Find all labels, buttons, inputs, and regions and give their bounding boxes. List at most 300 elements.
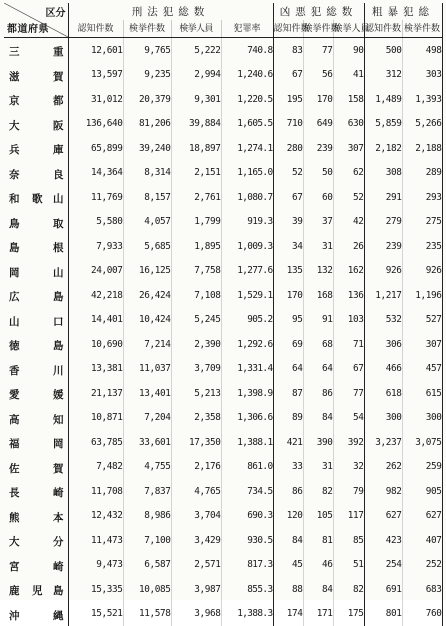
violent-arrested-cell: 51 xyxy=(333,553,364,578)
violent-cleared-cell: 105 xyxy=(303,504,333,529)
cleared-cell: 39,240 xyxy=(123,136,171,161)
violent-arrested-cell: 52 xyxy=(333,185,364,210)
cleared-cell: 11,578 xyxy=(123,602,171,626)
violent-cleared-cell: 82 xyxy=(303,479,333,504)
recognized-cell: 136,640 xyxy=(68,112,123,137)
violent-arrested-cell: 67 xyxy=(333,357,364,382)
arrested-cell: 5,222 xyxy=(171,38,221,63)
assault-recognized-cell: 926 xyxy=(364,259,402,284)
violent-arrested-cell: 26 xyxy=(333,234,364,259)
crime-rate-cell: 905.2 xyxy=(221,308,273,333)
assault-cleared-cell: 905 xyxy=(402,479,442,504)
violent-arrested-cell: 307 xyxy=(333,136,364,161)
assault-cleared-cell: 1,196 xyxy=(402,283,442,308)
prefecture-char: 愛 xyxy=(9,387,20,402)
violent-arrested-cell: 54 xyxy=(333,406,364,431)
violent-cleared-cell: 31 xyxy=(303,455,333,480)
prefecture-char: 岡 xyxy=(53,436,64,451)
recognized-cell: 14,364 xyxy=(68,161,123,186)
assault-recognized-cell: 239 xyxy=(364,234,402,259)
prefecture-char: 大 xyxy=(9,534,20,549)
arrested-cell: 2,151 xyxy=(171,161,221,186)
crime-rate-cell: 1,529.1 xyxy=(221,283,273,308)
sub-header-recognized: 認知件数 xyxy=(68,20,123,38)
violent-recognized-cell: 135 xyxy=(273,259,303,284)
prefecture-char: 庫 xyxy=(53,142,64,157)
assault-cleared-cell: 683 xyxy=(402,577,442,602)
prefecture-char: 宮 xyxy=(9,559,20,574)
cleared-cell: 81,206 xyxy=(123,112,171,137)
recognized-cell: 31,012 xyxy=(68,87,123,112)
prefecture-char: 賀 xyxy=(53,461,64,476)
recognized-cell: 5,580 xyxy=(68,210,123,235)
recognized-cell: 11,708 xyxy=(68,479,123,504)
prefecture-char: 香 xyxy=(9,363,20,378)
prefecture-char: 取 xyxy=(53,216,64,231)
violent-recognized-cell: 52 xyxy=(273,161,303,186)
crime-rate-cell: 1,306.6 xyxy=(221,406,273,431)
assault-recognized-cell: 312 xyxy=(364,63,402,88)
prefecture-char: 熊 xyxy=(9,510,20,525)
assault-recognized-cell: 308 xyxy=(364,161,402,186)
header-sub-row xyxy=(4,20,442,38)
cleared-cell: 5,685 xyxy=(123,234,171,259)
violent-recognized-cell: 33 xyxy=(273,455,303,480)
recognized-cell: 10,690 xyxy=(68,332,123,357)
violent-cleared-cell: 86 xyxy=(303,381,333,406)
prefecture-char: 広 xyxy=(9,289,20,304)
violent-recognized-cell: 89 xyxy=(273,406,303,431)
violent-recognized-cell: 45 xyxy=(273,553,303,578)
crime-rate-cell: 1,165.0 xyxy=(221,161,273,186)
sub-header-assault-cleared: 検挙件数 xyxy=(402,20,442,38)
violent-arrested-cell: 71 xyxy=(333,332,364,357)
crime-rate-cell: 1,240.6 xyxy=(221,63,273,88)
recognized-cell: 9,473 xyxy=(68,553,123,578)
violent-recognized-cell: 67 xyxy=(273,63,303,88)
violent-recognized-cell: 421 xyxy=(273,430,303,455)
recognized-cell: 65,899 xyxy=(68,136,123,161)
violent-cleared-cell: 31 xyxy=(303,234,333,259)
assault-cleared-cell: 300 xyxy=(402,406,442,431)
arrested-cell: 3,709 xyxy=(171,357,221,382)
violent-recognized-cell: 69 xyxy=(273,332,303,357)
violent-recognized-cell: 280 xyxy=(273,136,303,161)
recognized-cell: 12,601 xyxy=(68,38,123,63)
assault-recognized-cell: 618 xyxy=(364,381,402,406)
prefecture-char: 重 xyxy=(53,44,64,59)
violent-arrested-cell: 103 xyxy=(333,308,364,333)
cleared-cell: 4,755 xyxy=(123,455,171,480)
prefecture-cell xyxy=(4,234,68,259)
violent-arrested-cell: 62 xyxy=(333,161,364,186)
table-row xyxy=(4,234,442,259)
prefecture-char: 島 xyxy=(9,240,20,255)
cleared-cell: 8,986 xyxy=(123,504,171,529)
prefecture-cell xyxy=(4,87,68,112)
prefecture-cell xyxy=(4,283,68,308)
prefecture-char: 縄 xyxy=(53,608,64,623)
table-row xyxy=(4,430,442,455)
violent-arrested-cell: 392 xyxy=(333,430,364,455)
violent-cleared-cell: 68 xyxy=(303,332,333,357)
violent-cleared-cell: 60 xyxy=(303,185,333,210)
assault-recognized-cell: 500 xyxy=(364,38,402,63)
violent-recognized-cell: 83 xyxy=(273,38,303,63)
violent-recognized-cell: 195 xyxy=(273,87,303,112)
table-row xyxy=(4,308,442,333)
table-row xyxy=(4,504,442,529)
prefecture-char: 徳 xyxy=(9,338,20,353)
violent-cleared-cell: 649 xyxy=(303,112,333,137)
crime-rate-cell: 930.5 xyxy=(221,528,273,553)
assault-recognized-cell: 801 xyxy=(364,602,402,626)
group-header-violent: 凶悪犯総数 xyxy=(273,3,364,20)
prefecture-char: 奈 xyxy=(9,167,20,182)
cleared-cell: 9,235 xyxy=(123,63,171,88)
crime-rate-cell: 919.3 xyxy=(221,210,273,235)
prefecture-char: 本 xyxy=(53,510,64,525)
prefecture-char: 島 xyxy=(53,338,64,353)
assault-cleared-cell: 926 xyxy=(402,259,442,284)
cleared-cell: 6,587 xyxy=(123,553,171,578)
prefecture-char: 和 xyxy=(9,191,20,206)
assault-recognized-cell: 279 xyxy=(364,210,402,235)
assault-recognized-cell: 254 xyxy=(364,553,402,578)
violent-cleared-cell: 171 xyxy=(303,602,333,626)
violent-arrested-cell: 41 xyxy=(333,63,364,88)
prefecture-char: 阪 xyxy=(53,118,64,133)
arrested-cell: 17,350 xyxy=(171,430,221,455)
prefecture-char: 崎 xyxy=(53,485,64,500)
table-row xyxy=(4,210,442,235)
cleared-cell: 10,424 xyxy=(123,308,171,333)
prefecture-char: 岡 xyxy=(9,265,20,280)
cleared-cell: 16,125 xyxy=(123,259,171,284)
assault-recognized-cell: 306 xyxy=(364,332,402,357)
assault-cleared-cell: 293 xyxy=(402,185,442,210)
crime-rate-cell: 1,080.7 xyxy=(221,185,273,210)
violent-cleared-cell: 132 xyxy=(303,259,333,284)
table-row xyxy=(4,283,442,308)
assault-cleared-cell: 760 xyxy=(402,602,442,626)
recognized-cell: 15,335 xyxy=(68,577,123,602)
arrested-cell: 18,897 xyxy=(171,136,221,161)
prefecture-cell xyxy=(4,528,68,553)
prefecture-cell xyxy=(4,504,68,529)
violent-recognized-cell: 64 xyxy=(273,357,303,382)
prefecture-char: 良 xyxy=(53,167,64,182)
violent-cleared-cell: 77 xyxy=(303,38,333,63)
prefecture-cell xyxy=(4,185,68,210)
sub-header-cleared: 検挙件数 xyxy=(123,20,171,38)
cleared-cell: 9,765 xyxy=(123,38,171,63)
prefecture-char: 川 xyxy=(53,363,64,378)
sub-header-crime-rate: 犯罪率 xyxy=(221,20,273,38)
arrested-cell: 5,245 xyxy=(171,308,221,333)
assault-cleared-cell: 2,188 xyxy=(402,136,442,161)
assault-cleared-cell: 303 xyxy=(402,63,442,88)
prefecture-char: 山 xyxy=(53,191,64,206)
recognized-cell: 42,218 xyxy=(68,283,123,308)
violent-arrested-cell: 630 xyxy=(333,112,364,137)
table-row xyxy=(4,528,442,553)
prefecture-char: 山 xyxy=(53,265,64,280)
violent-recognized-cell: 86 xyxy=(273,479,303,504)
violent-arrested-cell: 85 xyxy=(333,528,364,553)
prefecture-cell xyxy=(4,38,68,63)
arrested-cell: 2,358 xyxy=(171,406,221,431)
assault-recognized-cell: 691 xyxy=(364,577,402,602)
prefecture-char: 賀 xyxy=(53,69,64,84)
table-row xyxy=(4,332,442,357)
arrested-cell: 5,213 xyxy=(171,381,221,406)
violent-arrested-cell: 82 xyxy=(333,577,364,602)
crime-rate-cell: 1,388.3 xyxy=(221,602,273,626)
crime-rate-cell: 740.8 xyxy=(221,38,273,63)
violent-arrested-cell: 79 xyxy=(333,479,364,504)
recognized-cell: 11,769 xyxy=(68,185,123,210)
violent-cleared-cell: 84 xyxy=(303,406,333,431)
arrested-cell: 2,176 xyxy=(171,455,221,480)
prefecture-cell xyxy=(4,357,68,382)
cleared-cell: 8,314 xyxy=(123,161,171,186)
violent-recognized-cell: 39 xyxy=(273,210,303,235)
assault-cleared-cell: 615 xyxy=(402,381,442,406)
prefecture-char: 福 xyxy=(9,436,20,451)
recognized-cell: 15,521 xyxy=(68,602,123,626)
prefecture-char: 大 xyxy=(9,118,20,133)
table-row xyxy=(4,357,442,382)
table-row xyxy=(4,259,442,284)
recognized-cell: 63,785 xyxy=(68,430,123,455)
violent-arrested-cell: 32 xyxy=(333,455,364,480)
arrested-cell: 7,758 xyxy=(171,259,221,284)
sub-header-violent-cleared: 検挙件数 xyxy=(303,20,333,38)
sub-header-violent-arrested: 検挙人員 xyxy=(333,20,364,38)
prefecture-cell xyxy=(4,381,68,406)
violent-recognized-cell: 34 xyxy=(273,234,303,259)
arrested-cell: 3,704 xyxy=(171,504,221,529)
assault-cleared-cell: 1,393 xyxy=(402,87,442,112)
violent-cleared-cell: 168 xyxy=(303,283,333,308)
prefecture-cell xyxy=(4,136,68,161)
corner-prefecture-label: 都道府県 xyxy=(7,20,49,35)
violent-recognized-cell: 95 xyxy=(273,308,303,333)
prefecture-cell xyxy=(4,430,68,455)
prefecture-char: 歌 xyxy=(32,191,43,206)
crime-rate-cell: 1,398.9 xyxy=(221,381,273,406)
prefecture-char: 媛 xyxy=(53,387,64,402)
table-row xyxy=(4,553,442,578)
table-row xyxy=(4,455,442,480)
assault-recognized-cell: 3,237 xyxy=(364,430,402,455)
prefecture-char: 高 xyxy=(9,412,20,427)
prefecture-char: 島 xyxy=(53,289,64,304)
violent-cleared-cell: 56 xyxy=(303,63,333,88)
cleared-cell: 8,157 xyxy=(123,185,171,210)
crime-rate-cell: 1,277.6 xyxy=(221,259,273,284)
sub-header-violent-recognized: 認知件数 xyxy=(273,20,303,38)
assault-recognized-cell: 466 xyxy=(364,357,402,382)
assault-cleared-cell: 289 xyxy=(402,161,442,186)
crime-statistics-table xyxy=(4,3,443,626)
prefecture-cell xyxy=(4,308,68,333)
crime-rate-cell: 1,292.6 xyxy=(221,332,273,357)
assault-cleared-cell: 3,075 xyxy=(402,430,442,455)
crime-rate-cell: 1,274.1 xyxy=(221,136,273,161)
assault-recognized-cell: 291 xyxy=(364,185,402,210)
violent-recognized-cell: 120 xyxy=(273,504,303,529)
table-row xyxy=(4,38,442,63)
prefecture-char: 鹿 xyxy=(9,583,20,598)
prefecture-cell xyxy=(4,455,68,480)
assault-recognized-cell: 2,182 xyxy=(364,136,402,161)
assault-recognized-cell: 1,489 xyxy=(364,87,402,112)
recognized-cell: 12,432 xyxy=(68,504,123,529)
corner-category-label: 区分 xyxy=(46,4,66,19)
table-row xyxy=(4,479,442,504)
recognized-cell: 10,871 xyxy=(68,406,123,431)
violent-cleared-cell: 81 xyxy=(303,528,333,553)
sub-header-arrested: 検挙人員 xyxy=(171,20,221,38)
prefecture-char: 山 xyxy=(9,314,20,329)
assault-cleared-cell: 235 xyxy=(402,234,442,259)
prefecture-char: 鳥 xyxy=(9,216,20,231)
violent-recognized-cell: 67 xyxy=(273,185,303,210)
crime-rate-cell: 1,220.5 xyxy=(221,87,273,112)
crime-rate-cell: 1,388.1 xyxy=(221,430,273,455)
crime-rate-cell: 855.3 xyxy=(221,577,273,602)
assault-cleared-cell: 5,266 xyxy=(402,112,442,137)
prefecture-char: 京 xyxy=(9,93,20,108)
cleared-cell: 33,601 xyxy=(123,430,171,455)
crime-rate-cell: 1,331.4 xyxy=(221,357,273,382)
prefecture-char: 滋 xyxy=(9,69,20,84)
violent-cleared-cell: 390 xyxy=(303,430,333,455)
cleared-cell: 7,204 xyxy=(123,406,171,431)
prefecture-cell xyxy=(4,577,68,602)
assault-recognized-cell: 423 xyxy=(364,528,402,553)
group-header-assault: 粗暴犯総 xyxy=(364,3,442,20)
table-row xyxy=(4,63,442,88)
crime-rate-cell: 1,009.3 xyxy=(221,234,273,259)
crime-rate-cell: 690.3 xyxy=(221,504,273,529)
assault-recognized-cell: 262 xyxy=(364,455,402,480)
assault-cleared-cell: 457 xyxy=(402,357,442,382)
violent-arrested-cell: 90 xyxy=(333,38,364,63)
prefecture-char: 児 xyxy=(32,583,43,598)
violent-recognized-cell: 710 xyxy=(273,112,303,137)
violent-cleared-cell: 239 xyxy=(303,136,333,161)
assault-cleared-cell: 527 xyxy=(402,308,442,333)
violent-cleared-cell: 91 xyxy=(303,308,333,333)
prefecture-char: 知 xyxy=(53,412,64,427)
cleared-cell: 20,379 xyxy=(123,87,171,112)
violent-cleared-cell: 170 xyxy=(303,87,333,112)
arrested-cell: 3,429 xyxy=(171,528,221,553)
header-corner-cell xyxy=(4,3,68,38)
cleared-cell: 26,424 xyxy=(123,283,171,308)
prefecture-cell xyxy=(4,406,68,431)
crime-rate-cell: 1,605.5 xyxy=(221,112,273,137)
table-row xyxy=(4,577,442,602)
violent-cleared-cell: 46 xyxy=(303,553,333,578)
arrested-cell: 39,884 xyxy=(171,112,221,137)
prefecture-cell xyxy=(4,63,68,88)
prefecture-cell xyxy=(4,332,68,357)
table-body xyxy=(4,38,442,626)
table-row xyxy=(4,161,442,186)
recognized-cell: 24,007 xyxy=(68,259,123,284)
prefecture-cell xyxy=(4,259,68,284)
assault-recognized-cell: 5,859 xyxy=(364,112,402,137)
sub-header-assault-recognized: 認知件数 xyxy=(364,20,402,38)
assault-cleared-cell: 307 xyxy=(402,332,442,357)
arrested-cell: 3,987 xyxy=(171,577,221,602)
prefecture-cell xyxy=(4,161,68,186)
arrested-cell: 2,571 xyxy=(171,553,221,578)
cleared-cell: 10,085 xyxy=(123,577,171,602)
prefecture-cell xyxy=(4,210,68,235)
table-row xyxy=(4,112,442,137)
arrested-cell: 1,895 xyxy=(171,234,221,259)
prefecture-char: 分 xyxy=(53,534,64,549)
recognized-cell: 7,482 xyxy=(68,455,123,480)
assault-recognized-cell: 1,217 xyxy=(364,283,402,308)
prefecture-char: 都 xyxy=(53,93,64,108)
assault-cleared-cell: 407 xyxy=(402,528,442,553)
arrested-cell: 3,968 xyxy=(171,602,221,626)
group-header-penal: 刑法犯総数 xyxy=(68,3,273,20)
recognized-cell: 11,473 xyxy=(68,528,123,553)
table-row xyxy=(4,136,442,161)
assault-recognized-cell: 627 xyxy=(364,504,402,529)
table-row xyxy=(4,87,442,112)
assault-recognized-cell: 300 xyxy=(364,406,402,431)
prefecture-char: 島 xyxy=(53,583,64,598)
violent-recognized-cell: 87 xyxy=(273,381,303,406)
arrested-cell: 4,765 xyxy=(171,479,221,504)
violent-arrested-cell: 175 xyxy=(333,602,364,626)
recognized-cell: 13,597 xyxy=(68,63,123,88)
table-row xyxy=(4,185,442,210)
violent-recognized-cell: 88 xyxy=(273,577,303,602)
violent-recognized-cell: 84 xyxy=(273,528,303,553)
violent-cleared-cell: 37 xyxy=(303,210,333,235)
prefecture-char: 佐 xyxy=(9,461,20,476)
violent-arrested-cell: 162 xyxy=(333,259,364,284)
assault-recognized-cell: 532 xyxy=(364,308,402,333)
violent-cleared-cell: 64 xyxy=(303,357,333,382)
violent-arrested-cell: 42 xyxy=(333,210,364,235)
assault-cleared-cell: 498 xyxy=(402,38,442,63)
arrested-cell: 7,108 xyxy=(171,283,221,308)
assault-cleared-cell: 275 xyxy=(402,210,442,235)
table-row xyxy=(4,602,442,626)
cleared-cell: 13,401 xyxy=(123,381,171,406)
assault-cleared-cell: 252 xyxy=(402,553,442,578)
violent-recognized-cell: 174 xyxy=(273,602,303,626)
recognized-cell: 7,933 xyxy=(68,234,123,259)
prefecture-cell xyxy=(4,112,68,137)
arrested-cell: 9,301 xyxy=(171,87,221,112)
assault-recognized-cell: 982 xyxy=(364,479,402,504)
violent-arrested-cell: 136 xyxy=(333,283,364,308)
prefecture-char: 口 xyxy=(53,314,64,329)
cleared-cell: 7,100 xyxy=(123,528,171,553)
arrested-cell: 2,390 xyxy=(171,332,221,357)
